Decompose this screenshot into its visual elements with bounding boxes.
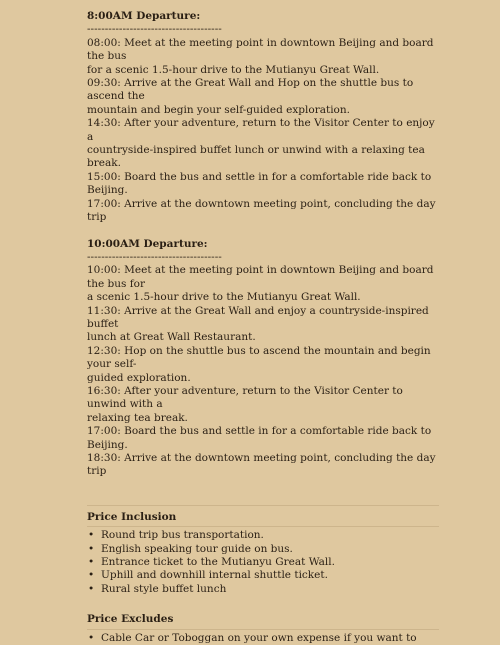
itinerary-line: 12:30: Hop on the shuttle bus to ascend the mountain and begin your self- bbox=[87, 344, 431, 371]
itinerary-line: guided exploration. bbox=[87, 371, 191, 384]
price-inclusion-heading: Price Inclusion bbox=[87, 510, 177, 523]
section-divider bbox=[87, 629, 439, 630]
itinerary-line: 17:00: Arrive at the downtown meeting point, concluding the day trip bbox=[87, 197, 436, 224]
list-item bbox=[87, 569, 439, 582]
itinerary-line: lunch at Great Wall Restaurant. bbox=[87, 331, 256, 344]
itinerary-line: countryside-inspired buffet lunch or unwind with a relaxing tea break. bbox=[87, 144, 425, 170]
bullet-icon: • bbox=[88, 542, 95, 555]
itinerary-line: 14:30: After your adventure, return to the Visitor Center to enjoy a bbox=[87, 117, 435, 143]
price-excludes-list bbox=[87, 632, 439, 645]
list-item-text: Cable Car or Toboggan on your own expense if you want to bbox=[101, 631, 417, 644]
list-item bbox=[87, 556, 439, 569]
list-item-text: Entrance ticket to the Mutianyu Great Wall. bbox=[101, 556, 335, 569]
list-item-text: Uphill and downhill internal shuttle ticket. bbox=[101, 569, 328, 582]
itinerary-line: 10:00: Meet at the meeting point in downtown Beijing and board the bus for bbox=[87, 264, 434, 290]
bullet-icon: • bbox=[88, 582, 95, 595]
price-inclusion-list bbox=[87, 529, 439, 596]
itinerary-line: relaxing tea break. bbox=[87, 411, 188, 424]
bullet-icon: • bbox=[88, 556, 95, 569]
itinerary-line: 15:00: Board the bus and settle in for a comfortable ride back to Beijing. bbox=[87, 170, 432, 197]
section-divider bbox=[87, 526, 439, 527]
list-item-text: Rural style buffet lunch bbox=[101, 582, 227, 595]
departure-10am-heading: 10:00AM Departure: bbox=[87, 237, 208, 250]
departure-8am-rule: -------------------------------------- bbox=[87, 23, 222, 36]
list-item-text: Round trip bus transportation. bbox=[101, 529, 264, 542]
list-item bbox=[87, 583, 439, 596]
list-item-text: English speaking tour guide on bus. bbox=[101, 542, 293, 555]
departure-8am-heading: 8:00AM Departure: bbox=[87, 10, 201, 22]
itinerary-line: 09:30: Arrive at the Great Wall and Hop on the shuttle bus to ascend the bbox=[87, 77, 414, 103]
itinerary-line: 16:30: After your adventure, return to the Visitor Center to unwind with a bbox=[87, 384, 403, 411]
itinerary-line: for a scenic 1.5-hour drive to the Mutianyu Great Wall. bbox=[87, 63, 380, 76]
price-excludes-heading: Price Excludes bbox=[87, 613, 174, 626]
itinerary-line: a scenic 1.5-hour drive to the Mutianyu Great Wall. bbox=[87, 291, 361, 304]
itinerary-line: mountain and begin your self-guided exploration. bbox=[87, 103, 350, 116]
itinerary-line: 18:30: Arrive at the downtown meeting point, concluding the day trip bbox=[87, 452, 436, 478]
list-item bbox=[87, 632, 439, 645]
bullet-icon: • bbox=[88, 529, 95, 542]
list-item bbox=[87, 529, 439, 542]
itinerary-line: 08:00: Meet at the meeting point in downtown Beijing and board the bus bbox=[87, 36, 434, 63]
bullet-icon: • bbox=[88, 631, 95, 644]
departure-10am-rule: -------------------------------------- bbox=[87, 250, 222, 263]
bullet-icon: • bbox=[88, 569, 95, 582]
list-item bbox=[87, 543, 439, 556]
itinerary-content bbox=[87, 10, 439, 645]
itinerary-line: 11:30: Arrive at the Great Wall and enjoy a countryside-inspired buffet bbox=[87, 304, 429, 330]
itinerary-line: 17:00: Board the bus and settle in for a comfortable ride back to Beijing. bbox=[87, 425, 432, 451]
